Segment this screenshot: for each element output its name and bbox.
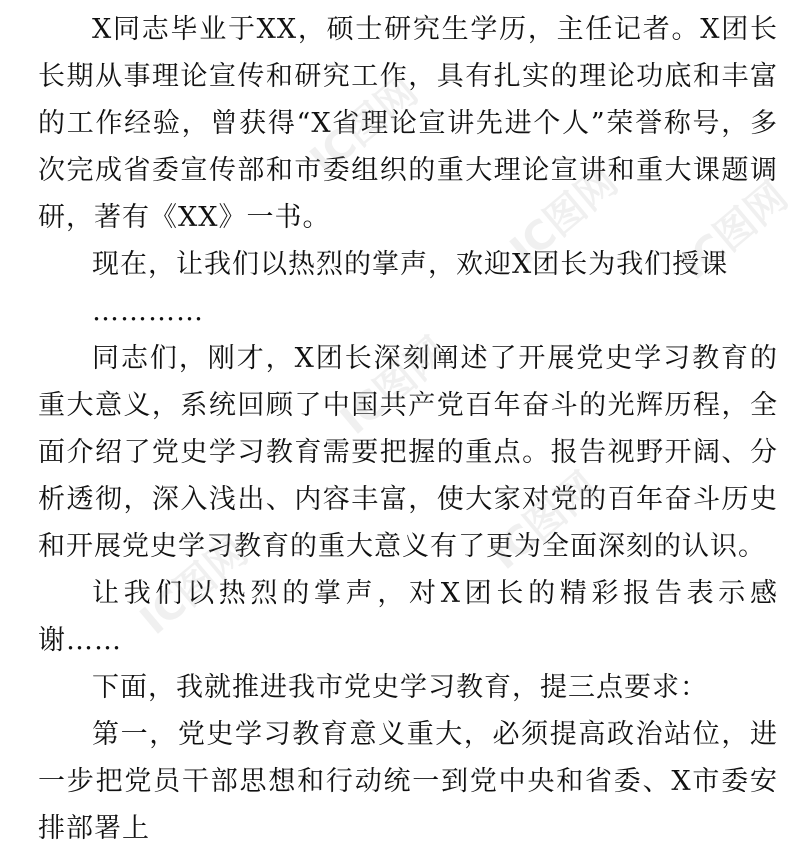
document-body [38, 6, 778, 852]
paragraph-requirements-intro: 下面，我就推进我市党史学习教育，提三点要求： [92, 672, 708, 703]
paragraph-bio: X同志毕业于XX，硕士研究生学历，主任记者。X团长长期从事理论宣传和研究工作，具有扎实的理论功底和丰富的工作经验，曾获得“X省理论宣讲先进个人”荣誉称号，多次完成省委宣传部和市委组织的重大理论宣讲和重大课题调研，著有《XX》一书。 [38, 14, 778, 233]
paragraph-thanks: 让我们以热烈的掌声，对X团长的精彩报告表示感谢…… [38, 578, 778, 656]
paragraph-ellipsis: ………… [92, 296, 204, 327]
watermark-2: IC图网 [502, 158, 627, 274]
watermark-3: IC图网 [672, 173, 797, 289]
paragraph-first-requirement: 第一，党史学习教育意义重大，必须提高政治站位，进一步把党员干部思想和行动统一到党中央和省委、X市委安排部署上 [38, 719, 778, 844]
watermark-5: IC图网 [132, 528, 257, 644]
watermark-6: IC图网 [482, 463, 607, 579]
paragraph-welcome: 现在，让我们以热烈的掌声，欢迎X团长为我们授课 [92, 249, 729, 280]
paragraph-summary: 同志们，刚才，X团长深刻阐述了开展党史学习教育的重大意义，系统回顾了中国共产党百年奋斗的光辉历程，全面介绍了党史学习教育需要把握的重点。报告视野开阔、分析透彻，深入浅出、内容丰富，使大家对党的百年奋斗历史和开展党史学习教育的重大意义有了更为全面深刻的认识。 [38, 343, 778, 562]
watermark-1: IC图网 [302, 68, 427, 184]
watermark-4: IC图网 [332, 328, 457, 444]
